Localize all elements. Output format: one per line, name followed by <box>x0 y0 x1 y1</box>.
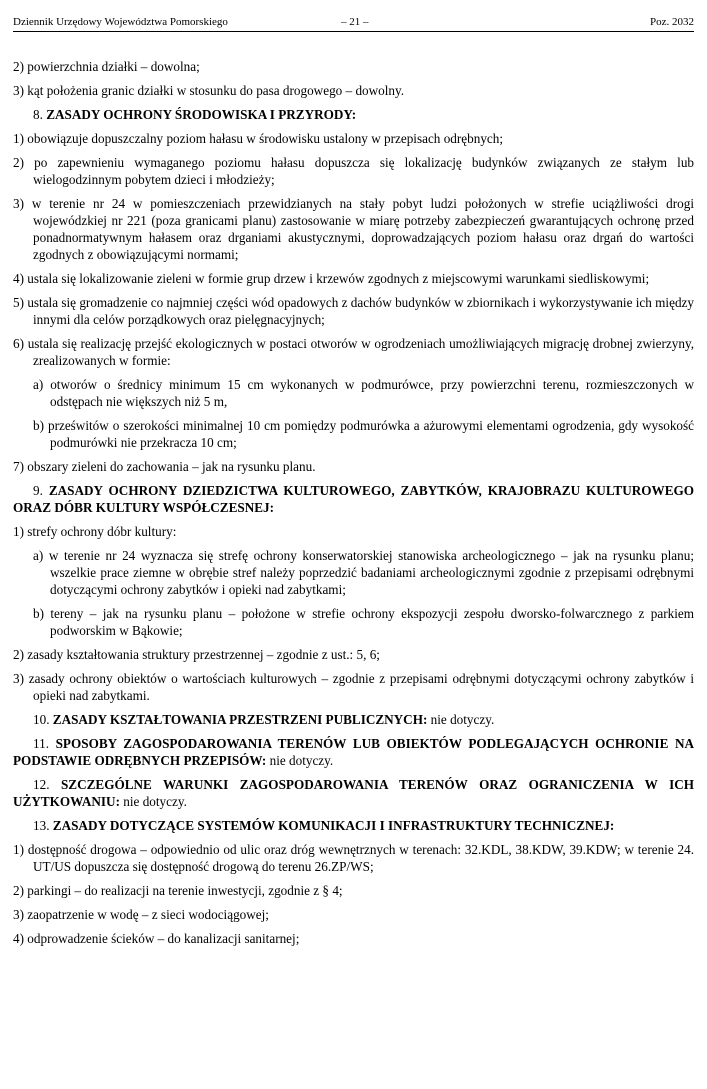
sub-list-item: a) w terenie nr 24 wyznacza się strefę ochrony konserwatorskiej stanowiska archeologicznego – jak na rysunku planu; wszelkie prace ziemne w obrębie stref należy poprzedzić badaniami archeologicznymi zgodnie z przepisami odrębnymi dotyczącymi ochrony zabytków i opieki nad zabytkami; <box>33 548 694 597</box>
document-body <box>13 58 694 947</box>
list-item: 4) ustala się lokalizowanie zieleni w formie grup drzew i krzewów zgodnych z miejscowymi warunkami siedliskowymi; <box>13 271 650 286</box>
sub-list-item: b) tereny – jak na rysunku planu – położone w strefie ochrony ekspozycji zespołu dworsko-folwarcznego z parkiem podworskim w Bąkowie; <box>33 606 694 638</box>
list-item: 4) odprowadzenie ścieków – do kanalizacji sanitarnej; <box>13 931 300 946</box>
list-item: 6) ustala się realizację przejść ekologicznych w postaci otworów w ogrodzeniach umożliwiających migrację drobnej zwierzyny, zrealizowanych w formie: <box>13 336 695 368</box>
list-item: 7) obszary zieleni do zachowania – jak na rysunku planu. <box>13 459 316 474</box>
list-item: 1) strefy ochrony dóbr kultury: <box>13 524 177 539</box>
list-item: 3) zaopatrzenie w wodę – z sieci wodociągowej; <box>13 907 269 922</box>
section-heading: 8. ZASADY OCHRONY ŚRODOWISKA I PRZYRODY: <box>33 107 357 122</box>
journal-title: Dziennik Urzędowy Województwa Pomorskiego <box>13 16 228 28</box>
list-item: 1) obowiązuje dopuszczalny poziom hałasu w środowisku ustalony w przepisach odrębnych; <box>13 131 504 146</box>
section-heading: 9. ZASADY OCHRONY DZIEDZICTWA KULTUROWEGO, ZABYTKÓW, KRAJOBRAZU KULTUROWEGO ORAZ DÓBR KULTURY WSPÓŁCZESNEJ: <box>13 483 695 515</box>
sub-list-item: b) prześwitów o szerokości minimalnej 10 cm pomiędzy podmurówka a ażurowymi elementami ogrodzenia, gdy wysokość podmurówki nie przekracza 10 cm; <box>33 418 695 450</box>
list-item: 3) kąt położenia granic działki w stosunku do pasa drogowego – dowolny. <box>13 83 405 98</box>
list-item: 3) w terenie nr 24 w pomieszczeniach przewidzianych na stały pobyt ludzi położonych w strefie uciążliwości drogi wojewódzkiej nr 221 (poza granicami planu) zastosowanie w miarę potrzeby zabezpieczeń gwarantujących ochronę przed ponadnormatywnym hałasem oraz drganiami akustycznymi, doprowadzających poziom hałasu oraz drgań do wartości zgodnych z obowiązującymi normami; <box>13 196 694 262</box>
list-item: 5) ustala się gromadzenie co najmniej części wód opadowych z dachów budynków w zbiornikach i wykorzystywanie ich między innymi dla celów porządkowych oraz pielęgnacyjnych; <box>13 295 694 327</box>
list-item: 3) zasady ochrony obiektów o wartościach kulturowych – zgodnie z przepisami odrębnymi dotyczącymi ochrony zabytków i opieki nad zabytkami. <box>13 671 695 703</box>
page-number: – 21 – <box>341 16 369 28</box>
list-item: 1) dostępność drogowa – odpowiednio od ulic oraz dróg wewnętrznych w terenach: 32.KDL, 38.KDW, 39.KDW; w terenie 24. UT/US dopuszcza się dostępność drogową do terenu 26.ZP/WS; <box>13 842 694 874</box>
section-heading: 11. SPOSOBY ZAGOSPODAROWANIA TERENÓW LUB OBIEKTÓW PODLEGAJĄCYCH OCHRONIE NA PODSTAWIE ODRĘBNYCH PRZEPISÓW: nie dotyczy. <box>13 736 694 768</box>
page-header <box>13 14 694 32</box>
section-heading: 12. SZCZEGÓLNE WARUNKI ZAGOSPODAROWANIA TERENÓW ORAZ OGRANICZENIA W ICH UŻYTKOWANIU: nie dotyczy. <box>13 777 694 809</box>
list-item: 2) powierzchnia działki – dowolna; <box>13 59 200 74</box>
list-item: 2) parkingi – do realizacji na terenie inwestycji, zgodnie z § 4; <box>13 883 343 898</box>
section-heading: 13. ZASADY DOTYCZĄCE SYSTEMÓW KOMUNIKACJI I INFRASTRUKTURY TECHNICZNEJ: <box>33 818 615 833</box>
sub-list-item: a) otworów o średnicy minimum 15 cm wykonanych w podmurówce, przy powierzchni terenu, rozmieszczonych w odstępach nie większych niż 5 m, <box>33 377 694 409</box>
list-item: 2) zasady kształtowania struktury przestrzennej – zgodnie z ust.: 5, 6; <box>13 647 380 662</box>
position-number: Poz. 2032 <box>650 16 694 28</box>
list-item: 2) po zapewnieniu wymaganego poziomu hałasu dopuszcza się lokalizację budynków związanych ze stałym lub wielogodzinnym pobytem dzieci i młodzieży; <box>13 155 695 187</box>
section-heading: 10. ZASADY KSZTAŁTOWANIA PRZESTRZENI PUBLICZNYCH: nie dotyczy. <box>33 712 495 727</box>
